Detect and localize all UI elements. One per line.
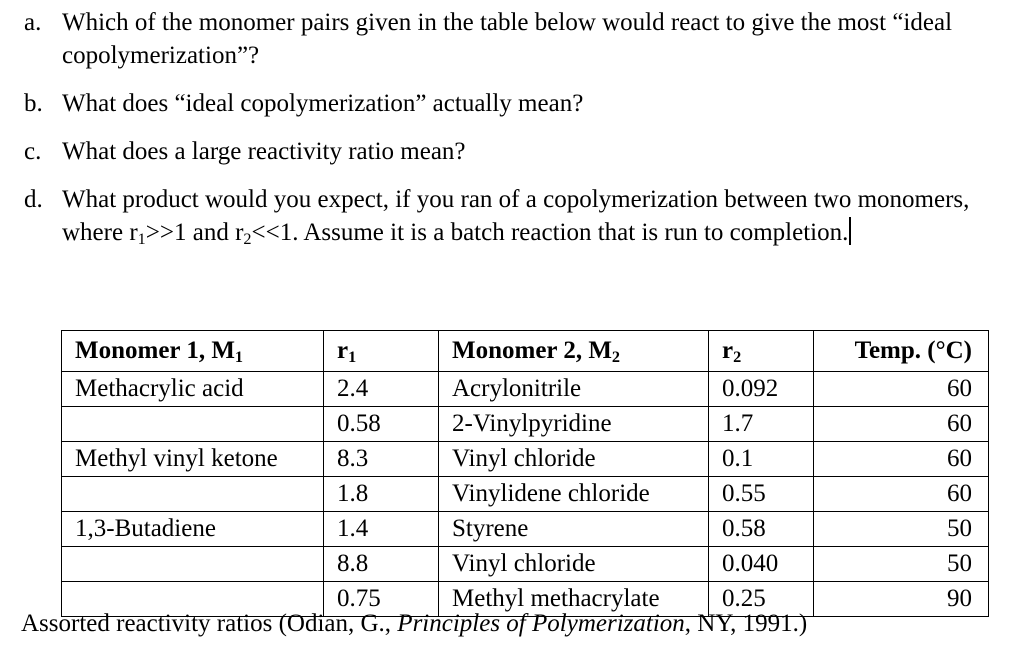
caption-book-title: Principles of Polymerization [397, 610, 685, 637]
table-row [62, 547, 989, 582]
cell-monomer2: Acrylonitrile [439, 372, 709, 407]
cell-monomer2: Methyl methacrylate [439, 582, 709, 617]
cell-monomer1: Methacrylic acid [62, 372, 324, 407]
cell-monomer1 [62, 407, 324, 442]
subscript: 1 [137, 230, 146, 249]
question-d [24, 183, 1014, 249]
question-d-part3: <<1. Assume it is a batch reaction that is run to completion. [251, 219, 849, 246]
caption-after: , NY, 1991.) [684, 610, 808, 637]
question-d-part2: >>1 and r [145, 219, 244, 246]
cell-monomer2: Vinyl chloride [439, 442, 709, 477]
question-letter: b. [24, 90, 43, 117]
cell-r2: 1.7 [709, 407, 814, 442]
cell-temp: 60 [814, 442, 989, 477]
table-row [62, 512, 989, 547]
cell-monomer1 [62, 547, 324, 582]
question-letter: a. [24, 9, 42, 36]
question-text: Which of the monomer pairs given in the table below would react to give the most “ideal copolymerization”? [62, 9, 953, 69]
cell-monomer1: Methyl vinyl ketone [62, 442, 324, 477]
table-row [62, 407, 989, 442]
cell-monomer1 [62, 477, 324, 512]
table-caption [21, 606, 807, 642]
table-row [62, 372, 989, 407]
question-a [24, 6, 1014, 72]
cell-r1: 8.3 [324, 442, 439, 477]
question-text[interactable] [62, 183, 1014, 249]
cell-monomer1: 1,3-Butadiene [62, 512, 324, 547]
cell-r2: 0.55 [709, 477, 814, 512]
cell-r2: 0.092 [709, 372, 814, 407]
cell-temp: 60 [814, 407, 989, 442]
cell-temp: 90 [814, 582, 989, 617]
header-monomer2: Monomer 2, $M_2$ [439, 331, 709, 372]
cell-r2: 0.25 [709, 582, 814, 617]
cell-temp: 50 [814, 547, 989, 582]
question-d-part1: What product would you expect, if you ran of a copolymerization between two monomers, where r [62, 186, 970, 246]
header-temp: Temp. (°C) [814, 331, 989, 372]
question-text: What does “ideal copolymerization” actually mean? [62, 90, 584, 117]
question-c [24, 135, 1014, 168]
question-letter: d. [24, 186, 43, 213]
reactivity-table [61, 330, 989, 617]
cell-temp: 60 [814, 477, 989, 512]
header-monomer1: Monomer 1, $M_1$ [62, 331, 324, 372]
question-b [24, 87, 1014, 120]
cell-temp: 50 [814, 512, 989, 547]
cell-r1: 2.4 [324, 372, 439, 407]
question-letter: c. [24, 138, 42, 165]
text-cursor [849, 217, 851, 245]
cell-r1: 1.8 [324, 477, 439, 512]
cell-r2: 0.58 [709, 512, 814, 547]
table-row [62, 442, 989, 477]
question-text: What does a large reactivity ratio mean? [62, 138, 466, 165]
subscript: 2 [243, 230, 252, 249]
cell-r1: 1.4 [324, 512, 439, 547]
caption-before: Assorted reactivity ratios (Odian, G., [21, 610, 398, 637]
cell-r2: 0.040 [709, 547, 814, 582]
cell-monomer2: Styrene [439, 512, 709, 547]
header-r2: $r_2$ [709, 331, 814, 372]
cell-r2: 0.1 [709, 442, 814, 477]
cell-r1: 0.75 [324, 582, 439, 617]
header-r1: $r_1$ [324, 331, 439, 372]
cell-monomer2: Vinylidene chloride [439, 477, 709, 512]
cell-r1: 0.58 [324, 407, 439, 442]
table-row [62, 477, 989, 512]
cell-temp: 60 [814, 372, 989, 407]
cell-r1: 8.8 [324, 547, 439, 582]
cell-monomer2: 2-Vinylpyridine [439, 407, 709, 442]
table-header-row [62, 331, 989, 372]
cell-monomer2: Vinyl chloride [439, 547, 709, 582]
